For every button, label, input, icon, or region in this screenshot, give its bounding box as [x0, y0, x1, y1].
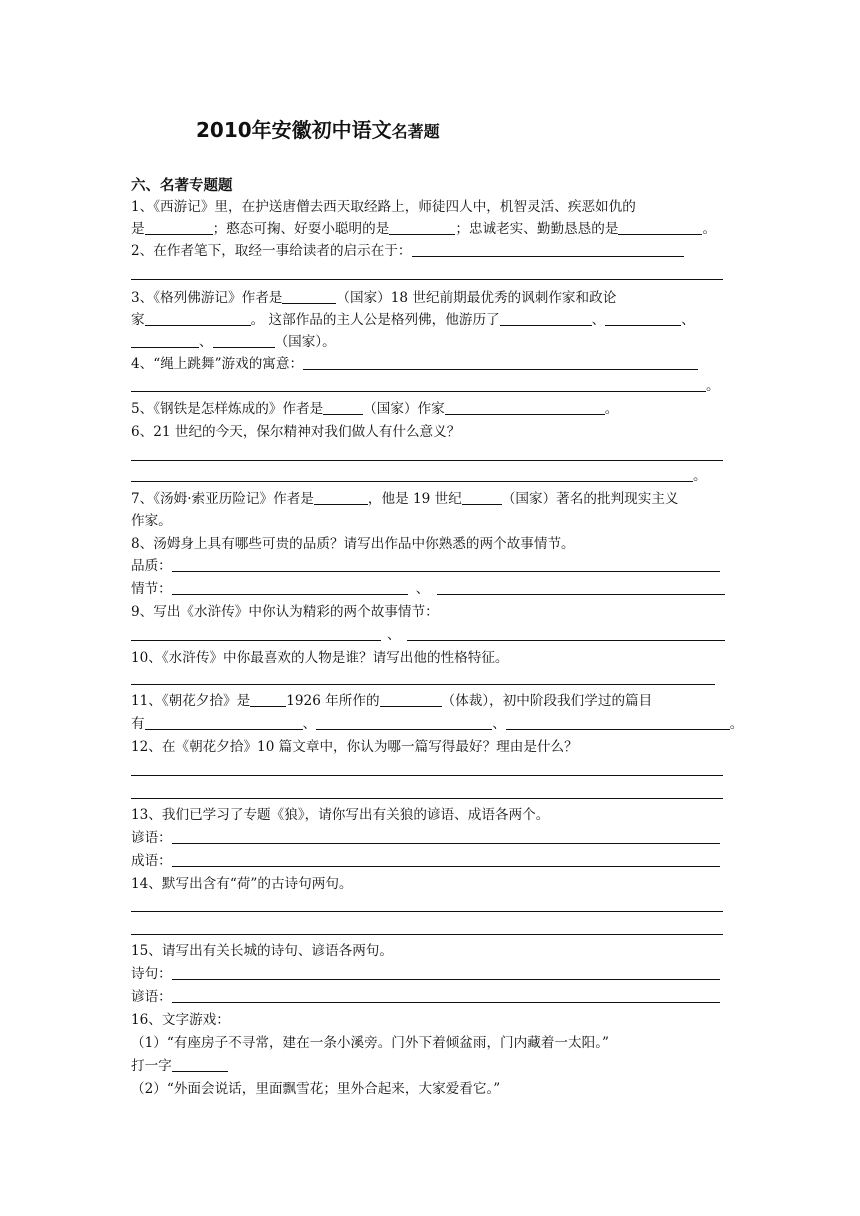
q13-label: 谚语：: [131, 830, 172, 846]
q11-text: 1926 年所作的: [286, 693, 380, 709]
page-title: [196, 114, 440, 143]
section-heading: 六、名著专题题: [131, 177, 233, 194]
title-main: 2010年安徽初中语文: [196, 118, 392, 142]
answer-line[interactable]: [131, 911, 723, 912]
q15-label: 谚语：: [131, 989, 172, 1005]
answer-blank[interactable]: [618, 220, 702, 235]
answer-blank[interactable]: [131, 626, 381, 641]
question-11-line-1: [131, 692, 652, 710]
answer-blank[interactable]: [314, 490, 368, 505]
q3-text: 。 这部作品的主人公是格列佛，他游历了: [250, 312, 500, 328]
q3-text: 、: [199, 334, 213, 350]
question-5: [131, 400, 618, 418]
q3-text: （国家）18 世纪前期最优秀的讽刺作家和政论: [336, 290, 617, 306]
answer-blank[interactable]: [323, 400, 363, 415]
answer-blank[interactable]: [145, 311, 251, 326]
question-16: 16、文字游戏：: [131, 1012, 230, 1028]
q3-text: 3、《格列佛游记》作者是: [131, 290, 283, 306]
q5-text: （国家）作家: [363, 401, 445, 417]
question-3-line-2: [131, 311, 695, 329]
answer-blank[interactable]: [172, 580, 408, 595]
question-8-quality: [131, 557, 720, 575]
q5-text: 5、《钢铁是怎样炼成的》作者是: [131, 401, 324, 417]
q1-text: 。: [702, 221, 717, 237]
answer-blank[interactable]: [437, 580, 725, 595]
answer-blank[interactable]: [412, 242, 684, 257]
q3-text: 、: [591, 312, 606, 328]
q7-text: ，他是 19 世纪: [367, 491, 462, 507]
answer-line[interactable]: [131, 684, 715, 685]
answer-blank[interactable]: [445, 400, 605, 415]
q11-text: 有: [131, 716, 145, 732]
question-13-proverb: [131, 829, 720, 847]
q4-text: 4、“绳上跳舞”游戏的寓意：: [131, 356, 304, 372]
question-15-poem: [131, 965, 720, 983]
answer-line[interactable]: [131, 279, 723, 280]
q3-text: 家: [131, 312, 145, 328]
question-6-line-3: [131, 467, 707, 485]
q11-text: 11、《朝花夕拾》是: [131, 693, 251, 709]
question-13-idiom: [131, 852, 720, 870]
answer-blank[interactable]: [145, 220, 213, 235]
q8-separator: 、: [415, 581, 430, 597]
answer-blank[interactable]: [131, 467, 693, 482]
q15-label: 诗句：: [131, 966, 172, 982]
answer-line[interactable]: [131, 775, 723, 776]
question-3-line-1: [131, 289, 616, 307]
riddle-1: （1）“有座房子不寻常，建在一条小溪旁。门外下着倾盆雨，门内藏着一太阳。”: [131, 1035, 609, 1051]
question-8-plot: [131, 580, 725, 598]
title-suffix: 名著题: [391, 122, 440, 141]
answer-blank[interactable]: [605, 311, 681, 326]
question-15-proverb: [131, 988, 720, 1006]
q3-text: 、: [681, 312, 695, 328]
answer-blank[interactable]: [407, 626, 725, 641]
q7-text: （国家）著名的批判现实主义: [501, 491, 679, 507]
answer-blank[interactable]: [282, 289, 336, 304]
answer-blank[interactable]: [172, 829, 720, 844]
question-10: 10、《水浒传》中你最喜欢的人物是谁？请写出他的性格特征。: [131, 650, 509, 666]
question-3-line-3: [131, 333, 336, 351]
question-9: 9、写出《水浒传》中你认为精彩的两个故事情节：: [131, 604, 439, 620]
q11-text: 、: [492, 716, 506, 732]
q6-text: 。: [693, 468, 707, 484]
answer-blank[interactable]: [213, 333, 275, 348]
q2-text: 2、在作者笔下，取经一事给读者的启示在于：: [131, 243, 412, 259]
q1-text: 是: [131, 221, 145, 237]
q8-label: 品质：: [131, 558, 172, 574]
question-1-line-2: [131, 220, 716, 238]
answer-blank[interactable]: [250, 692, 286, 707]
question-13: 13、我们已学习了专题《狼》，请你写出有关狼的谚语、成语各两个。: [131, 807, 550, 823]
answer-blank[interactable]: [131, 333, 199, 348]
question-12: 12、在《朝花夕拾》10 篇文章中，你认为哪一篇写得最好？理由是什么？: [131, 739, 578, 755]
question-4-line-2: [131, 377, 720, 395]
answer-blank[interactable]: [316, 715, 492, 730]
q11-text: 、: [302, 716, 317, 732]
question-7-line-2: 作家。: [131, 513, 172, 529]
q13-label: 成语：: [131, 853, 172, 869]
answer-blank[interactable]: [389, 220, 455, 235]
answer-blank[interactable]: [380, 692, 442, 707]
answer-blank[interactable]: [303, 355, 698, 370]
answer-blank[interactable]: [500, 311, 592, 326]
q8-label: 情节：: [131, 581, 172, 597]
question-11-line-2: [131, 715, 743, 733]
answer-blank[interactable]: [172, 557, 720, 572]
q3-text: （国家）。: [274, 334, 336, 350]
q1-text: ；憨态可掬、好耍小聪明的是: [212, 221, 390, 237]
q11-text: 。: [729, 716, 744, 732]
q9-separator: 、: [387, 627, 401, 643]
question-14: 14、默写出含有“荷”的古诗句两句。: [131, 876, 353, 892]
answer-blank[interactable]: [506, 715, 730, 730]
question-4: [131, 355, 698, 373]
q5-text: 。: [604, 401, 619, 417]
question-15: 15、请写出有关长城的诗句、谚语各两句。: [131, 943, 393, 959]
question-2: [131, 242, 684, 260]
answer-blank[interactable]: [172, 852, 720, 867]
riddle-1-label: 打一字: [131, 1058, 172, 1074]
question-9-lines: [131, 626, 725, 644]
riddle-2: （2）“外面会说话，里面飘雪花；里外合起来，大家爱看它。”: [131, 1081, 501, 1097]
question-7-line-1: [131, 490, 679, 508]
riddle-1-answer: [131, 1057, 228, 1075]
q11-text: （体裁），初中阶段我们学过的篇目: [441, 693, 653, 709]
question-8: 8、汤姆身上具有哪些可贵的品质？请写出作品中你熟悉的两个故事情节。: [131, 536, 575, 552]
answer-line[interactable]: [131, 460, 723, 461]
answer-line[interactable]: [131, 934, 723, 935]
answer-blank[interactable]: [172, 965, 720, 980]
question-1-line-1: 1、《西游记》里，在护送唐僧去西天取经路上，师徒四人中，机智灵活、疾恶如仇的: [131, 199, 636, 215]
answer-blank[interactable]: [172, 1057, 228, 1072]
q7-text: 7、《汤姆·索亚历险记》作者是: [131, 491, 314, 507]
answer-line[interactable]: [131, 798, 723, 799]
answer-blank[interactable]: [145, 715, 303, 730]
q4-text: 。: [706, 378, 720, 394]
question-6: 6、21 世纪的今天，保尔精神对我们做人有什么意义？: [131, 424, 461, 440]
q1-text: ；忠诚老实、勤勤恳恳的是: [455, 221, 619, 237]
answer-blank[interactable]: [172, 988, 720, 1003]
answer-blank[interactable]: [131, 377, 706, 392]
answer-blank[interactable]: [462, 490, 502, 505]
